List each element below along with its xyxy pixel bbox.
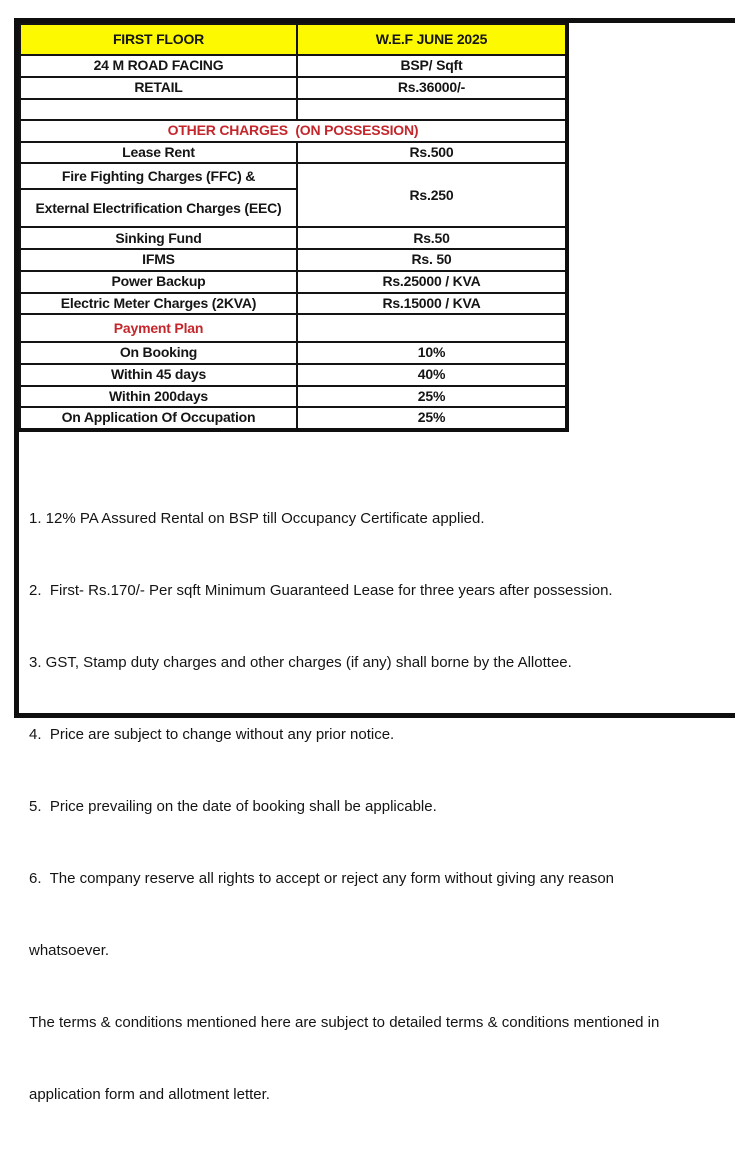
within-200-days-label-cell: Within 200days (20, 386, 297, 408)
table-row (20, 55, 567, 77)
fire-fighting-label-cell: Fire Fighting Charges (FFC) & (20, 163, 297, 189)
electric-meter-value-cell: Rs.15000 / KVA (297, 293, 567, 315)
price-list-page (14, 18, 735, 1104)
table-row (20, 99, 567, 120)
sinking-fund-value-cell: Rs.50 (297, 227, 567, 249)
on-application-value-cell: 25% (297, 407, 567, 430)
note-line-6: 6. The company reserve all rights to accept or reject any form without giving any reason (29, 870, 615, 888)
table-row (20, 77, 567, 99)
floor-title-cell: FIRST FLOOR (20, 24, 297, 55)
within-200-days-value-cell: 25% (297, 386, 567, 408)
ifms-label-cell: IFMS (20, 249, 297, 271)
table-row (20, 271, 567, 293)
wef-date-cell: W.E.F JUNE 2025 (297, 24, 567, 55)
table-row (20, 142, 567, 164)
lease-rent-label-cell: Lease Rent (20, 142, 297, 164)
table-row (20, 120, 567, 142)
retail-label-cell: RETAIL (20, 77, 297, 99)
lease-rent-value-cell: Rs.500 (297, 142, 567, 164)
note-line-4: 4. Price are subject to change without any prior notice. (29, 726, 395, 744)
table-row (20, 293, 567, 315)
price-table (19, 23, 569, 432)
road-facing-value-cell: BSP/ Sqft (297, 55, 567, 77)
within-45-days-value-cell: 40% (297, 364, 567, 386)
note-line-5: 5. Price prevailing on the date of booking shall be applicable. (29, 798, 437, 816)
payment-plan-heading-cell: Payment Plan (20, 314, 297, 342)
other-charges-heading-cell: OTHER CHARGES (ON POSSESSION) (20, 120, 567, 142)
table-row (20, 249, 567, 271)
external-electrification-label-cell: External Electrification Charges (EEC) (20, 189, 297, 227)
table-row (20, 314, 567, 342)
terms-line-1: The terms & conditions mentioned here are subject to detailed terms & conditions mentioned in (29, 1014, 660, 1032)
table-row (20, 163, 567, 189)
power-backup-value-cell: Rs.25000 / KVA (297, 271, 567, 293)
electric-meter-label-cell: Electric Meter Charges (2KVA) (20, 293, 297, 315)
terms-line-2: application form and allotment letter. (29, 1086, 270, 1104)
empty-value-cell (297, 99, 567, 120)
table-row (20, 342, 567, 364)
table-row (20, 227, 567, 249)
table-row (20, 24, 567, 55)
on-booking-value-cell: 10% (297, 342, 567, 364)
power-backup-label-cell: Power Backup (20, 271, 297, 293)
note-line-3: 3. GST, Stamp duty charges and other charges (if any) shall borne by the Allottee. (29, 654, 572, 672)
payment-plan-empty-cell (297, 314, 567, 342)
table-row (20, 364, 567, 386)
ffc-eec-value-cell: Rs.250 (297, 163, 567, 227)
note-line-2: 2. First- Rs.170/- Per sqft Minimum Guaranteed Lease for three years after possession. (29, 582, 613, 600)
table-row (20, 407, 567, 430)
on-application-label-cell: On Application Of Occupation (20, 407, 297, 430)
within-45-days-label-cell: Within 45 days (20, 364, 297, 386)
table-row (20, 386, 567, 408)
note-line-6-cont: whatsoever. (29, 942, 110, 960)
ifms-value-cell: Rs. 50 (297, 249, 567, 271)
sinking-fund-label-cell: Sinking Fund (20, 227, 297, 249)
notes-section (29, 459, 735, 1155)
road-facing-label-cell: 24 M ROAD FACING (20, 55, 297, 77)
empty-label-cell (20, 99, 297, 120)
on-booking-label-cell: On Booking (20, 342, 297, 364)
retail-value-cell: Rs.36000/- (297, 77, 567, 99)
note-line-1: 1. 12% PA Assured Rental on BSP till Occupancy Certificate applied. (29, 510, 485, 528)
